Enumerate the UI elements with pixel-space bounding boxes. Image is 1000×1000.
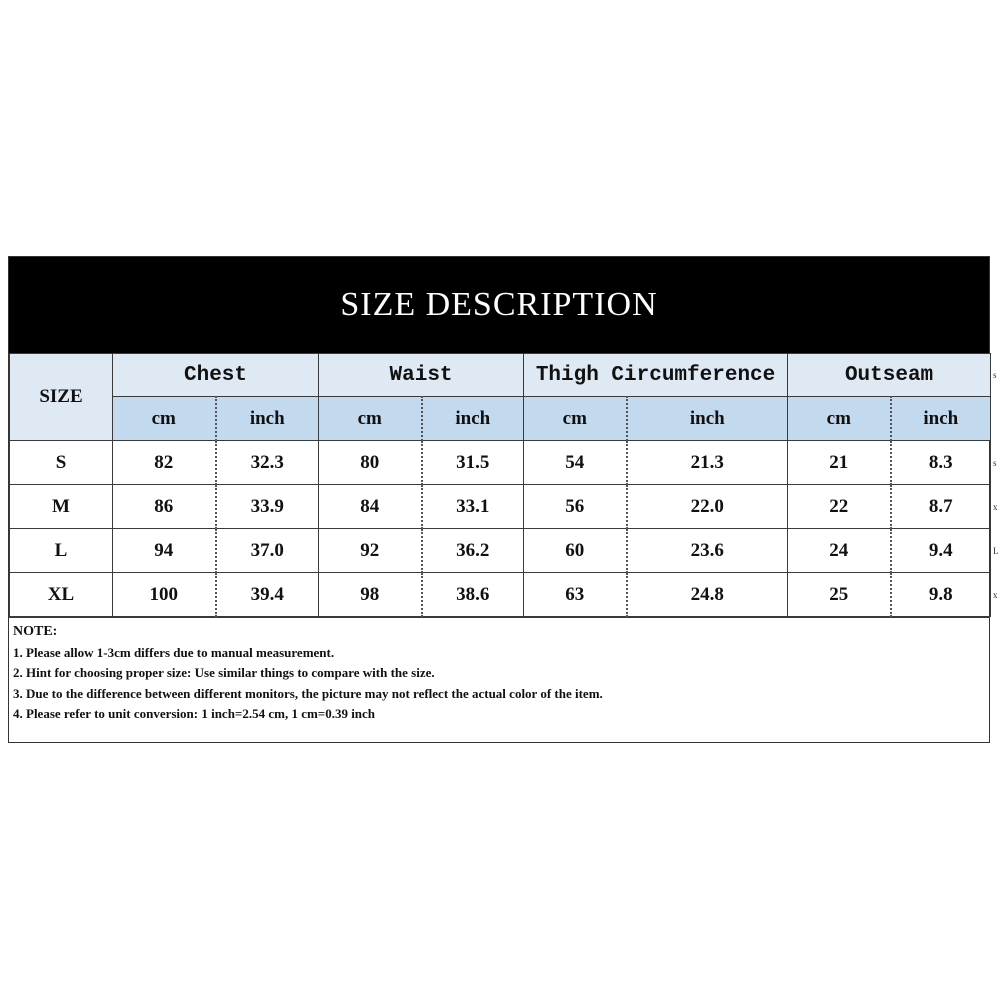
table-row [10, 573, 991, 617]
unit-header-cm: cm [113, 397, 216, 441]
unit-header-inch: inch [422, 397, 524, 441]
notes-section [9, 617, 990, 743]
thigh-inch-cell: 23.6 [627, 529, 788, 573]
outseam-cm-cell: 25 [788, 573, 891, 617]
chest-cm-cell: 94 [113, 529, 216, 573]
note-item: 1. Please allow 1-3cm differs due to manual measurement. [13, 644, 335, 660]
waist-inch-cell: 31.5 [422, 441, 524, 485]
group-header-waist: Waist [319, 354, 524, 397]
outseam-cm-cell: 24 [788, 529, 891, 573]
table-row [10, 441, 991, 485]
chest-inch-cell: 37.0 [216, 529, 319, 573]
size-table [9, 353, 991, 617]
size-column-header: SIZE [10, 354, 113, 441]
chest-cm-cell: 100 [113, 573, 216, 617]
side-mark: s [993, 370, 997, 380]
thigh-inch-cell: 22.0 [627, 485, 788, 529]
size-cell: S [10, 441, 113, 485]
unit-header-inch: inch [627, 397, 788, 441]
header-row-groups [10, 354, 991, 397]
size-cell: L [10, 529, 113, 573]
chest-inch-cell: 33.9 [216, 485, 319, 529]
thigh-inch-cell: 24.8 [627, 573, 788, 617]
outseam-inch-cell: 8.7 [891, 485, 991, 529]
side-mark: s [993, 458, 997, 468]
header-row-units [10, 397, 991, 441]
size-cell: M [10, 485, 113, 529]
thigh-inch-cell: 21.3 [627, 441, 788, 485]
group-header-chest: Chest [113, 354, 319, 397]
table-row [10, 485, 991, 529]
table-row [10, 529, 991, 573]
chest-cm-cell: 82 [113, 441, 216, 485]
chest-cm-cell: 86 [113, 485, 216, 529]
unit-header-cm: cm [524, 397, 627, 441]
outseam-inch-cell: 8.3 [891, 441, 991, 485]
group-header-thigh: Thigh Circumference [524, 354, 788, 397]
thigh-cm-cell: 60 [524, 529, 627, 573]
outseam-inch-cell: 9.4 [891, 529, 991, 573]
note-item: 2. Hint for choosing proper size: Use similar things to compare with the size. [13, 665, 435, 680]
size-chart [8, 256, 990, 743]
thigh-cm-cell: 54 [524, 441, 627, 485]
waist-cm-cell: 98 [319, 573, 422, 617]
outseam-cm-cell: 21 [788, 441, 891, 485]
side-mark: x [993, 502, 998, 512]
unit-header-cm: cm [788, 397, 891, 441]
outseam-inch-cell: 9.8 [891, 573, 991, 617]
waist-inch-cell: 36.2 [422, 529, 524, 573]
note-item: 3. Due to the difference between different monitors, the picture may not reflect the actual color of the item. [13, 685, 603, 701]
thigh-cm-cell: 63 [524, 573, 627, 617]
side-mark: x [993, 590, 998, 600]
outseam-cm-cell: 22 [788, 485, 891, 529]
note-item: 4. Please refer to unit conversion: 1 inch=2.54 cm, 1 cm=0.39 inch [13, 706, 376, 721]
waist-inch-cell: 33.1 [422, 485, 524, 529]
chest-inch-cell: 39.4 [216, 573, 319, 617]
waist-cm-cell: 92 [319, 529, 422, 573]
unit-header-inch: inch [216, 397, 319, 441]
chest-inch-cell: 32.3 [216, 441, 319, 485]
waist-cm-cell: 80 [319, 441, 422, 485]
waist-inch-cell: 38.6 [422, 573, 524, 617]
thigh-cm-cell: 56 [524, 485, 627, 529]
chart-title: SIZE DESCRIPTION [9, 257, 989, 353]
side-mark: L [993, 546, 999, 556]
unit-header-cm: cm [319, 397, 422, 441]
notes-title: NOTE: [13, 624, 58, 639]
group-header-outseam: Outseam [788, 354, 991, 397]
size-cell: XL [10, 573, 113, 617]
unit-header-inch: inch [891, 397, 991, 441]
waist-cm-cell: 84 [319, 485, 422, 529]
